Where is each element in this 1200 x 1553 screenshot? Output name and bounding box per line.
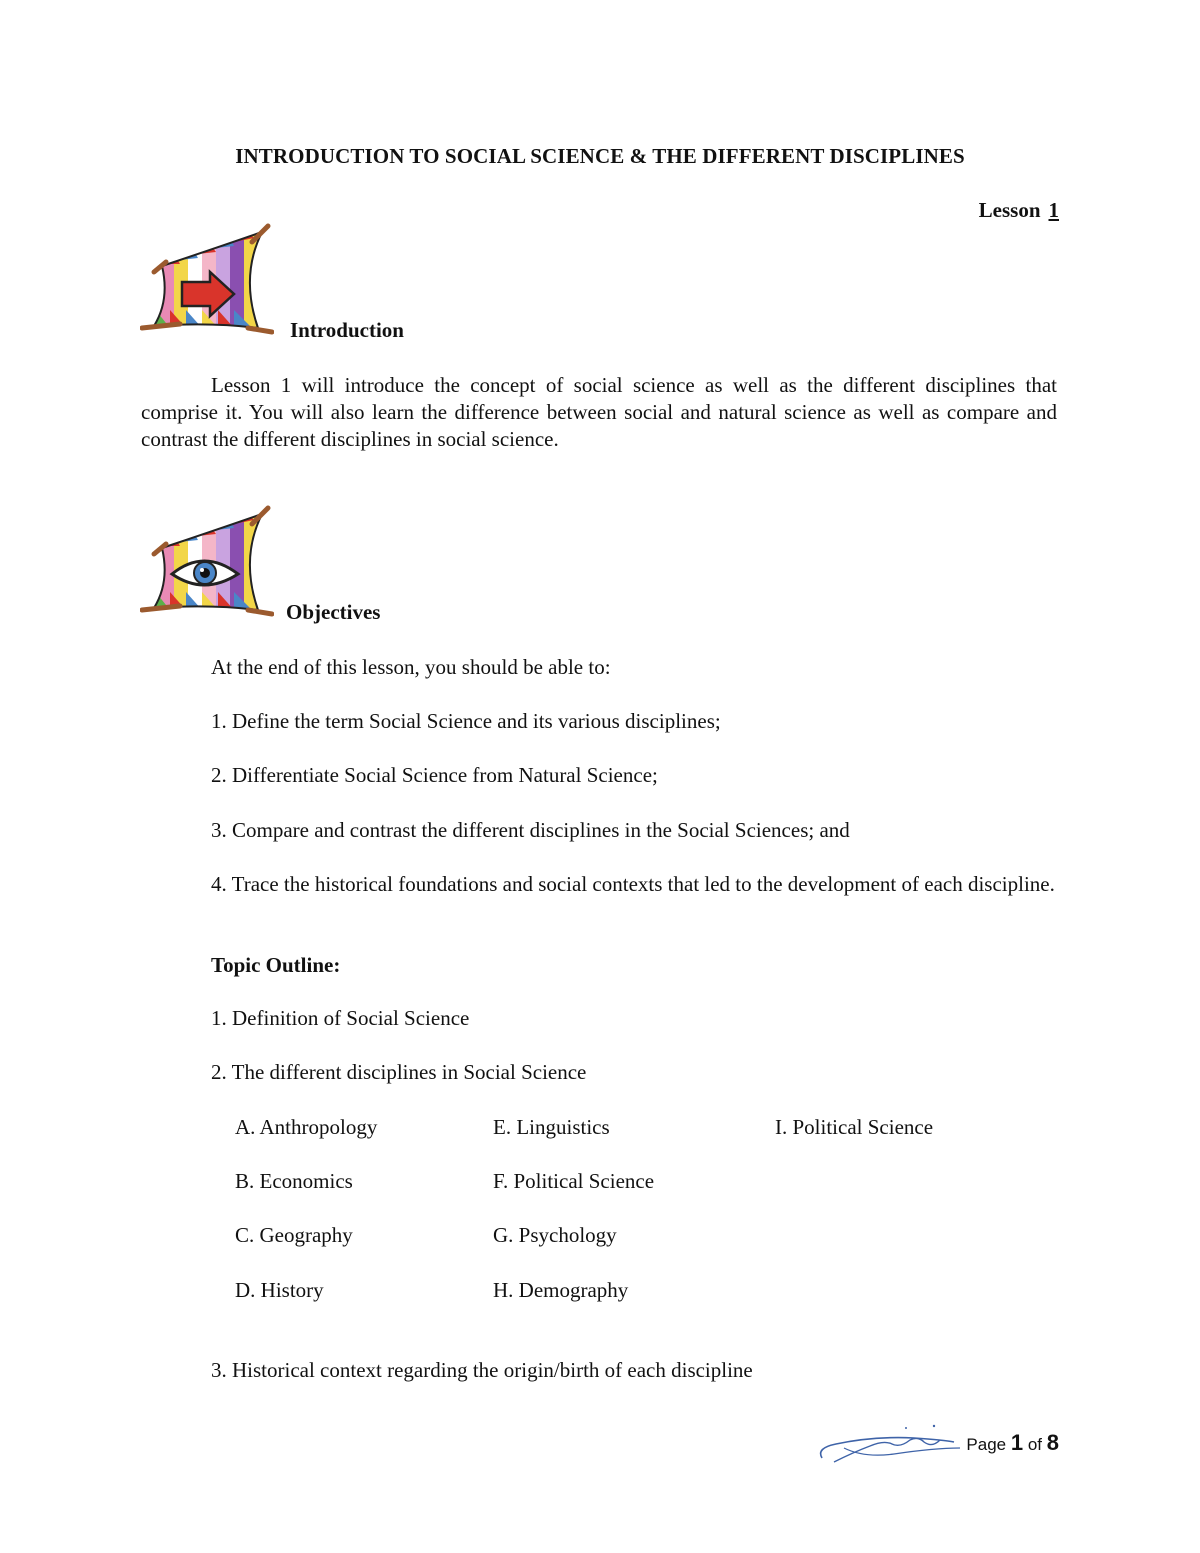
of-word: of xyxy=(1027,1435,1043,1454)
outline-item: 2. The different disciplines in Social Science xyxy=(211,1060,587,1084)
discipline-item: H. Demography xyxy=(493,1278,629,1302)
objective-item-text: 4. Trace the historical foundations and social contexts that led to the development of each discipline. xyxy=(211,872,1055,896)
page-number xyxy=(966,1430,1059,1456)
outline-item: 3. Historical context regarding the origin/birth of each discipline xyxy=(211,1358,753,1382)
objectives-banner-icon xyxy=(140,502,274,624)
lesson-number: 1 xyxy=(1048,198,1059,222)
discipline-item: F. Political Science xyxy=(493,1169,655,1193)
lesson-label xyxy=(979,198,1059,223)
discipline-item: A. Anthropology xyxy=(235,1115,378,1139)
objective-item: 1. Define the term Social Science and its various disciplines; xyxy=(211,709,721,733)
document-title: INTRODUCTION TO SOCIAL SCIENCE & THE DIFFERENT DISCIPLINES xyxy=(235,144,965,168)
objectives-heading: Objectives xyxy=(286,600,381,624)
objective-item xyxy=(211,871,1061,898)
discipline-item: G. Psychology xyxy=(493,1223,617,1247)
introduction-heading: Introduction xyxy=(290,318,404,342)
signature-mark xyxy=(814,1418,964,1470)
discipline-item: D. History xyxy=(235,1278,324,1302)
objective-item: 3. Compare and contrast the different disciplines in the Social Sciences; and xyxy=(211,818,850,842)
lesson-word: Lesson xyxy=(978,198,1041,222)
topic-outline-heading: Topic Outline: xyxy=(211,953,341,977)
discipline-item: C. Geography xyxy=(235,1223,353,1247)
introduction-banner-icon xyxy=(140,220,274,342)
introduction-paragraph xyxy=(141,372,1057,453)
page-current: 1 xyxy=(1010,1430,1024,1455)
page-word: Page xyxy=(966,1435,1007,1454)
outline-item: 1. Definition of Social Science xyxy=(211,1006,470,1030)
discipline-item: B. Economics xyxy=(235,1169,353,1193)
discipline-item: E. Linguistics xyxy=(493,1115,610,1139)
introduction-text: Lesson 1 will introduce the concept of social science as well as the different disciplines that comprise it. You will also learn the difference between social and natural science as well as compare and contrast the different disciplines in social science. xyxy=(141,373,1057,451)
discipline-item: I. Political Science xyxy=(775,1115,934,1139)
page-total: 8 xyxy=(1046,1430,1059,1455)
objectives-lead: At the end of this lesson, you should be able to: xyxy=(211,655,611,679)
objective-item: 2. Differentiate Social Science from Natural Science; xyxy=(211,763,658,787)
